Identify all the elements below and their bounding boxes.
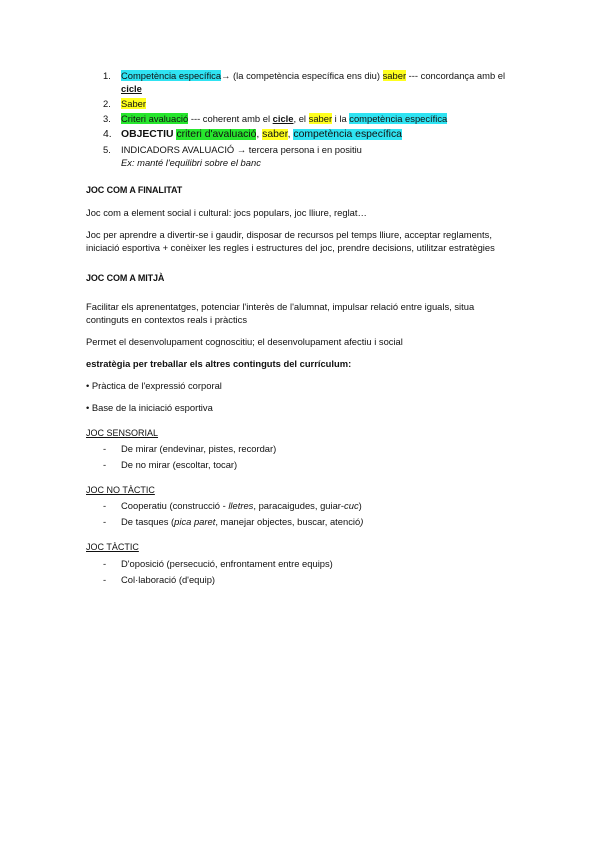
heading-joc-mitja: JOC COM A MITJÀ xyxy=(86,273,165,284)
heading-joc-sensorial: JOC SENSORIAL xyxy=(86,427,159,438)
mitja-bullet-1: • Pràctica de l'expressió corporal xyxy=(86,379,222,391)
highlighted-text: saber xyxy=(308,112,333,124)
numbered-item-4 xyxy=(103,128,516,142)
tactic-list xyxy=(86,558,516,587)
numbered-item-3 xyxy=(103,112,516,126)
item-number: 3. xyxy=(103,112,111,124)
item-number: 2. xyxy=(103,97,111,109)
list-item: - De tasques (pica paret, manejar objectes, buscar, atenció) xyxy=(121,516,516,529)
numbered-item-2 xyxy=(103,97,516,111)
item-text: cicle xyxy=(121,82,142,94)
item-text: , xyxy=(256,128,263,140)
mitja-bullet-2: • Base de la iniciació esportiva xyxy=(86,401,213,413)
item-number: 1. xyxy=(103,70,111,81)
mitja-strategy-line: estratègia per treballar els altres continguts del currículum: xyxy=(86,357,352,369)
list-item: - Col·laboració (d'equip) xyxy=(121,574,516,587)
mitja-paragraph-2: Permet el desenvolupament cognoscitiu; el desenvolupament afectiu i social xyxy=(86,335,403,347)
numbered-item-5 xyxy=(103,144,516,170)
finalitat-paragraph-2: Joc per aprendre a divertir-se i gaudir, disposar de recursos pel temps lliure, acceptar reglaments, iniciació esportiva + conèixer les regles i estructures del joc, prendre decisions, utilitzar estratègies xyxy=(86,228,495,253)
highlighted-text: competència específica xyxy=(293,128,402,140)
numbered-item-1 xyxy=(103,70,516,96)
item-text: , xyxy=(287,128,294,140)
list-item: - De no mirar (escoltar, tocar) xyxy=(121,459,516,472)
item-text: --- concordança amb el xyxy=(406,70,506,81)
item-text: → (la competència específica ens diu) xyxy=(221,70,383,81)
highlighted-text: Competència específica xyxy=(121,70,222,81)
example-text: Ex: manté l'equilibri sobre el banc xyxy=(121,157,261,169)
numbered-list xyxy=(86,70,516,170)
highlighted-text: competència específica xyxy=(349,112,448,124)
item-number: 4. xyxy=(103,128,112,140)
item-text: cicle xyxy=(272,112,294,124)
highlighted-text: Saber xyxy=(121,97,147,109)
heading-joc-finalitat: JOC COM A FINALITAT xyxy=(86,185,183,196)
highlighted-text: saber xyxy=(382,70,407,81)
highlighted-text: criteri d'avaluació xyxy=(176,128,257,140)
list-item: - Cooperatiu (construcció - lletres, paracaigudes, guiar-cuc) xyxy=(121,500,516,513)
item-text: i la xyxy=(332,112,350,124)
item-text: INDICADORS AVALUACIÓ → tercera persona i en positiu xyxy=(121,144,362,156)
finalitat-paragraph-1: Joc com a element social i cultural: jocs populars, joc lliure, reglat… xyxy=(86,206,367,218)
heading-joc-no-tactic: JOC NO TÀCTIC xyxy=(86,485,155,496)
heading-joc-tactic: JOC TÀCTIC xyxy=(86,542,139,553)
mitja-paragraph-1: Facilitar els aprenentatges, potenciar l'interès de l'alumnat, impulsar relació entre iguals, situa continguts en contextos reals i pràctics xyxy=(86,300,475,325)
sensorial-list xyxy=(86,443,516,472)
document-content xyxy=(86,70,516,591)
highlighted-text: Criteri avaluació xyxy=(121,112,189,124)
item-text: , el xyxy=(293,112,309,124)
highlighted-text: saber xyxy=(262,128,288,140)
list-item: - D'oposició (persecució, enfrontament entre equips) xyxy=(121,558,516,571)
no-tactic-list xyxy=(86,500,516,529)
item-text: --- coherent amb el xyxy=(188,112,273,124)
item-number: 5. xyxy=(103,144,111,156)
list-item: - De mirar (endevinar, pistes, recordar) xyxy=(121,443,516,456)
item-text: OBJECTIU xyxy=(121,128,174,140)
